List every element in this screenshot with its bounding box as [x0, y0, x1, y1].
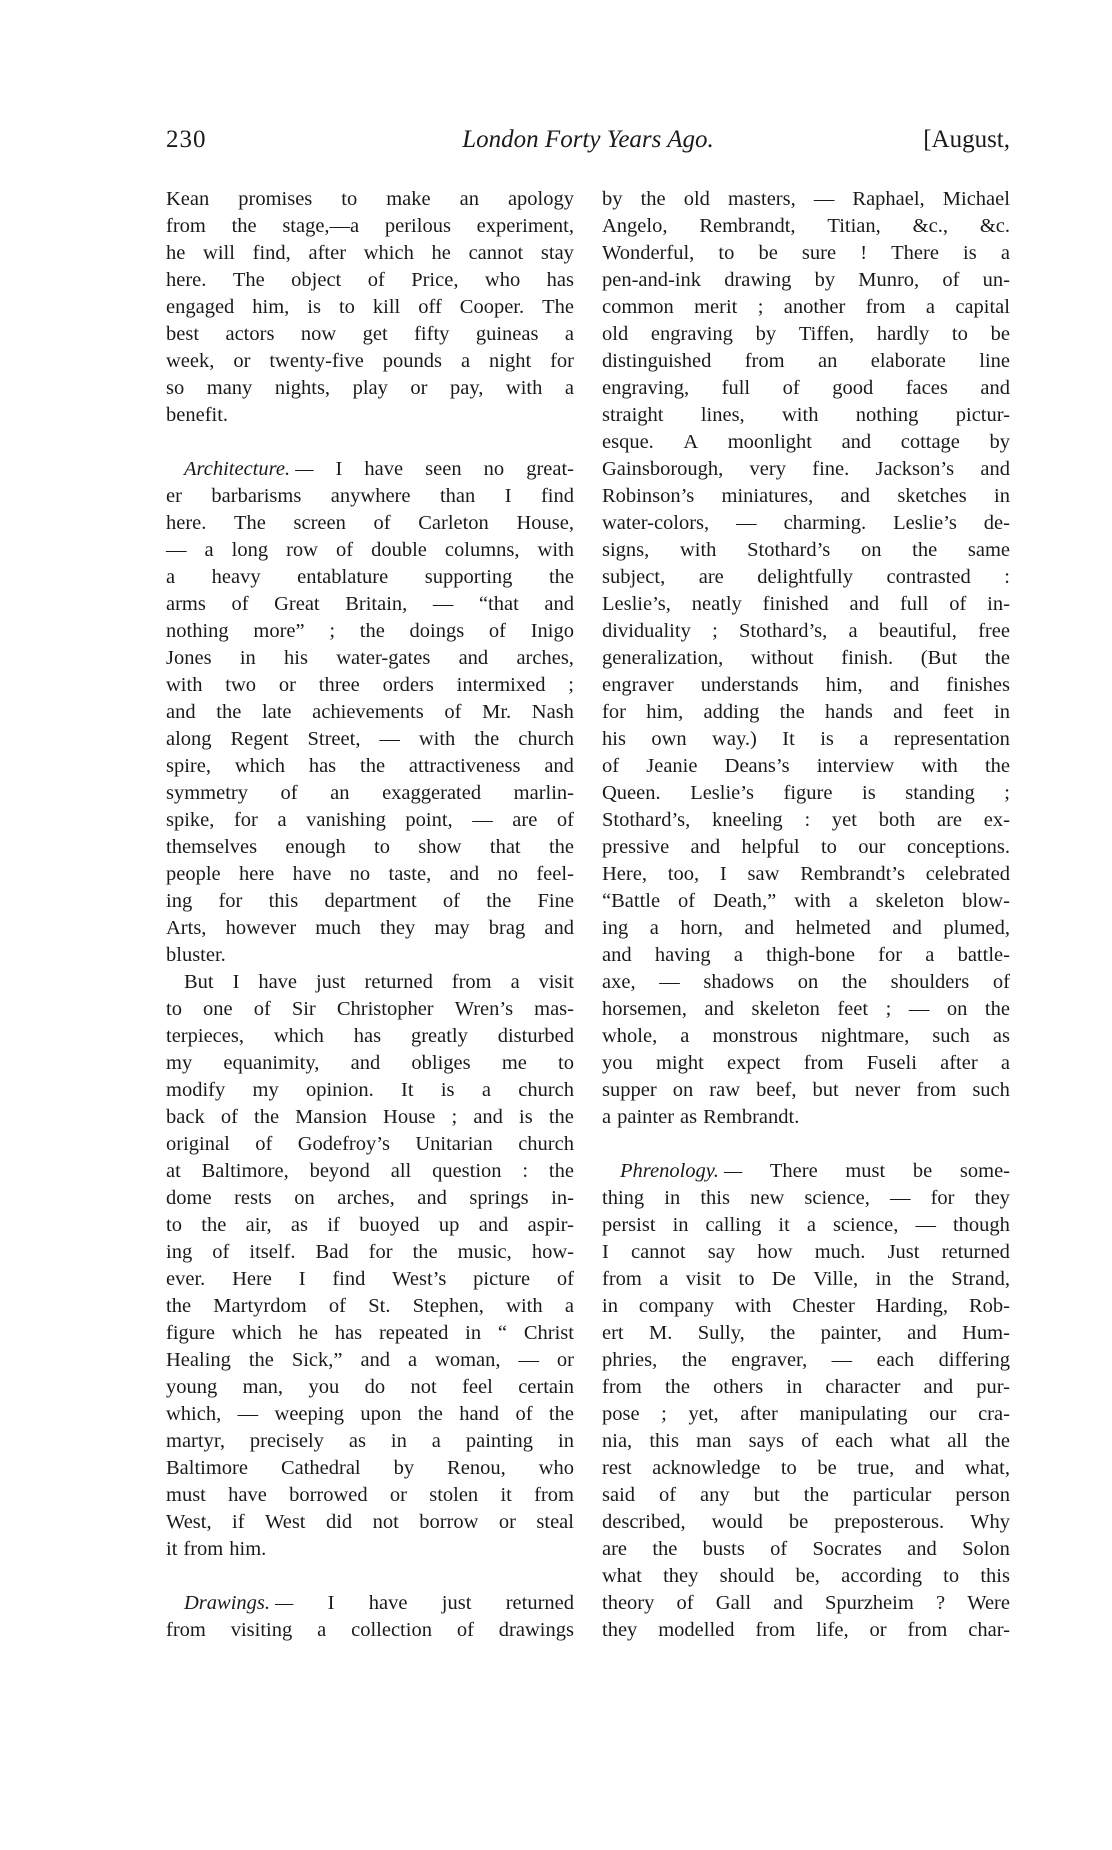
text-line: er barbarisms anywhere than I find — [166, 485, 574, 507]
text-line: Arts, however much they may brag and — [166, 917, 574, 939]
text-line: persist in calling it a science, — though — [602, 1214, 1010, 1236]
section-paragraph — [166, 456, 574, 969]
text-line: Robinson’s miniatures, and sketches in — [602, 485, 1010, 507]
text-line: what they should be, according to this — [602, 1565, 1010, 1587]
text-line: ever. Here I find West’s picture of — [166, 1268, 574, 1290]
text-line: “Battle of Death,” with a skeleton blow- — [602, 890, 1010, 912]
text-line: Kean promises to make an apology — [166, 188, 574, 210]
running-header — [166, 122, 1010, 158]
text-line: Angelo, Rembrandt, Titian, &c., &c. — [602, 215, 1010, 237]
text-line: in company with Chester Harding, Rob- — [602, 1295, 1010, 1317]
text-line: must have borrowed or stolen it from — [166, 1484, 574, 1506]
text-line: terpieces, which has greatly disturbed — [166, 1025, 574, 1047]
text-line: the Martyrdom of St. Stephen, with a — [166, 1295, 574, 1317]
text-line: water-colors, — charming. Leslie’s de- — [602, 512, 1010, 534]
text-line: Here, too, I saw Rembrandt’s celebrated — [602, 863, 1010, 885]
text-line: and the late achievements of Mr. Nash — [166, 701, 574, 723]
text-line: a heavy entablature supporting the — [166, 566, 574, 588]
paragraph — [602, 186, 1010, 1131]
text-line: dome rests on arches, and springs in- — [166, 1187, 574, 1209]
text-line: his own way.) It is a representation — [602, 728, 1010, 750]
text-line: benefit. — [166, 404, 229, 426]
text-line: dividuality ; Stothard’s, a beautiful, free — [602, 620, 1010, 642]
text-line: are the busts of Socrates and Solon — [602, 1538, 1010, 1560]
text-line: But I have just returned from a visit — [184, 971, 574, 993]
text-line: figure which he has repeated in “ Christ — [166, 1322, 574, 1344]
text-line: distinguished from an elaborate line — [602, 350, 1010, 372]
paragraph-gap — [166, 1563, 574, 1590]
text-line: best actors now get fifty guineas a — [166, 323, 574, 345]
text-line: with two or three orders intermixed ; — [166, 674, 574, 696]
text-line: modify my opinion. It is a church — [166, 1079, 574, 1101]
text-line: spire, which has the attractiveness and — [166, 755, 574, 777]
text-line: thing in this new science, — for they — [602, 1187, 1010, 1209]
text-line: nia, this man says of each what all the — [602, 1430, 1010, 1452]
text-line: Gainsborough, very fine. Jackson’s and — [602, 458, 1010, 480]
text-line: I cannot say how much. Just returned — [602, 1241, 1010, 1263]
text-line: supper on raw beef, but never from such — [602, 1079, 1010, 1101]
text-line: Queen. Leslie’s figure is standing ; — [602, 782, 1010, 804]
text-line: old engraving by Tiffen, hardly to be — [602, 323, 1010, 345]
text-line: symmetry of an exaggerated marlin- — [166, 782, 574, 804]
text-line: — a long row of double columns, with — [166, 539, 574, 561]
text-line: from a visit to De Ville, in the Strand, — [602, 1268, 1010, 1290]
text-line: generalization, without finish. (But the — [602, 647, 1010, 669]
text-line: a painter as Rembrandt. — [602, 1106, 800, 1128]
text-line: they modelled from life, or from char- — [602, 1619, 1010, 1641]
text-line: said of any but the particular person — [602, 1484, 1010, 1506]
text-line: at Baltimore, beyond all question : the — [166, 1160, 574, 1182]
section-heading: Drawings. — — [184, 1592, 294, 1614]
text-line: it from him. — [166, 1538, 267, 1560]
text-line: nothing more” ; the doings of Inigo — [166, 620, 574, 642]
running-date: [August, — [923, 126, 1010, 153]
text-line: engraver understands him, and finishes — [602, 674, 1010, 696]
text-line: of Jeanie Deans’s interview with the — [602, 755, 1010, 777]
text-line: you might expect from Fuseli after a — [602, 1052, 1010, 1074]
text-line: Phrenology. — There must be some- — [602, 1158, 1010, 1185]
page-number: 230 — [166, 126, 207, 153]
text-line: phries, the engraver, — each differing — [602, 1349, 1010, 1371]
text-line: so many nights, play or pay, with a — [166, 377, 574, 399]
text-line: axe, — shadows on the shoulders of — [602, 971, 1010, 993]
text-line: which, — weeping upon the hand of the — [166, 1403, 574, 1425]
text-line: people here have no taste, and no feel- — [166, 863, 574, 885]
paragraph-gap — [602, 1131, 1010, 1158]
text-line: from visiting a collection of drawings — [166, 1619, 574, 1641]
text-line: he will find, after which he cannot stay — [166, 242, 574, 264]
text-line: here. The object of Price, who has — [166, 269, 574, 291]
section-paragraph — [166, 1590, 574, 1644]
section-heading: Architecture. — — [184, 458, 314, 480]
text-line: horsemen, and skeleton feet ; — on the — [602, 998, 1010, 1020]
text-line: spike, for a vanishing point, — are of — [166, 809, 574, 831]
text-line: subject, are delightfully contrasted : — [602, 566, 1010, 588]
text-line: ert M. Sully, the painter, and Hum- — [602, 1322, 1010, 1344]
text-line: my equanimity, and obliges me to — [166, 1052, 574, 1074]
text-line: themselves enough to show that the — [166, 836, 574, 858]
text-line: pose ; yet, after manipulating our cra- — [602, 1403, 1010, 1425]
text-line: from the stage,—a perilous experiment, — [166, 215, 574, 237]
text-line: Wonderful, to be sure ! There is a — [602, 242, 1010, 264]
text-line: ing of itself. Bad for the music, how- — [166, 1241, 574, 1263]
right-column — [602, 186, 1010, 1644]
paragraph — [166, 969, 574, 1563]
text-line: rest acknowledge to be true, and what, — [602, 1457, 1010, 1479]
section-paragraph — [602, 1158, 1010, 1644]
text-line: from the others in character and pur- — [602, 1376, 1010, 1398]
text-line: West, if West did not borrow or steal — [166, 1511, 574, 1533]
text-line: arms of Great Britain, — “that and — [166, 593, 574, 615]
text-line: ing for this department of the Fine — [166, 890, 574, 912]
text-line: pressive and helpful to our conceptions. — [602, 836, 1010, 858]
text-line: by the old masters, — Raphael, Michael — [602, 188, 1010, 210]
text-line: young man, you do not feel certain — [166, 1376, 574, 1398]
text-line: Baltimore Cathedral by Renou, who — [166, 1457, 574, 1479]
text-line: ing a horn, and helmeted and plumed, — [602, 917, 1010, 939]
text-line: here. The screen of Carleton House, — [166, 512, 574, 534]
text-line: week, or twenty-five pounds a night for — [166, 350, 574, 372]
text-line: engaged him, is to kill off Cooper. The — [166, 296, 574, 318]
text-line: Stothard’s, kneeling : yet both are ex- — [602, 809, 1010, 831]
text-line: straight lines, with nothing pictur- — [602, 404, 1010, 426]
text-line: whole, a monstrous nightmare, such as — [602, 1025, 1010, 1047]
text-line: esque. A moonlight and cottage by — [602, 431, 1010, 453]
text-line: for him, adding the hands and feet in — [602, 701, 1010, 723]
text-line: martyr, precisely as in a painting in — [166, 1430, 574, 1452]
text-line: described, would be preposterous. Why — [602, 1511, 1010, 1533]
text-line: Architecture. — I have seen no great- — [166, 456, 574, 483]
text-line: Healing the Sick,” and a woman, — or — [166, 1349, 574, 1371]
text-line: to the air, as if buoyed up and aspir- — [166, 1214, 574, 1236]
text-line: and having a thigh-bone for a battle- — [602, 944, 1010, 966]
text-line: to one of Sir Christopher Wren’s mas- — [166, 998, 574, 1020]
text-line: Drawings. — I have just returned — [166, 1590, 574, 1617]
text-line: back of the Mansion House ; and is the — [166, 1106, 574, 1128]
text-line: Leslie’s, neatly finished and full of in- — [602, 593, 1010, 615]
section-heading: Phrenology. — — [620, 1160, 743, 1182]
left-column — [166, 186, 574, 1644]
text-line: Jones in his water-gates and arches, — [166, 647, 574, 669]
text-line: signs, with Stothard’s on the same — [602, 539, 1010, 561]
text-line: theory of Gall and Spurzheim ? Were — [602, 1592, 1010, 1614]
text-line: pen-and-ink drawing by Munro, of un- — [602, 269, 1010, 291]
text-line: bluster. — [166, 944, 226, 966]
text-line: along Regent Street, — with the church — [166, 728, 574, 750]
text-line: common merit ; another from a capital — [602, 296, 1010, 318]
paragraph-gap — [166, 429, 574, 456]
text-line: engraving, full of good faces and — [602, 377, 1010, 399]
text-line: original of Godefroy’s Unitarian church — [166, 1133, 574, 1155]
paragraph — [166, 186, 574, 429]
running-title: London Forty Years Ago. — [462, 126, 714, 153]
